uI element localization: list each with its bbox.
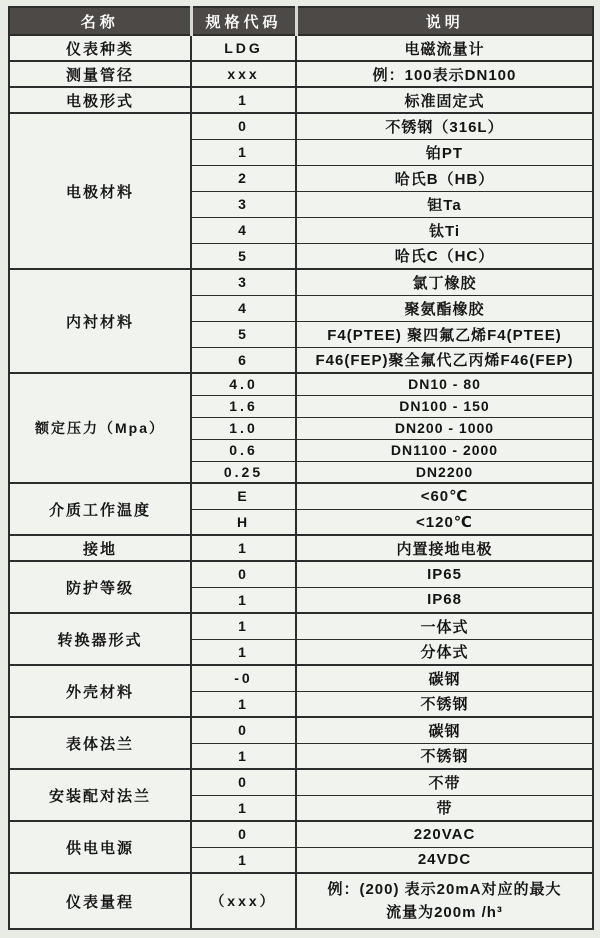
description-cell: F4(PTEE) 聚四氟乙烯F4(PTEE) xyxy=(296,321,593,347)
description-cell: 碳钢 xyxy=(296,717,593,743)
group-name-cell: 仪表种类 xyxy=(9,35,191,61)
group-name-cell: 表体法兰 xyxy=(9,717,191,769)
description-cell: 不锈钢 xyxy=(296,691,593,717)
description-cell: 电磁流量计 xyxy=(296,35,593,61)
spec-code-cell: （xxx） xyxy=(191,873,296,929)
group-name-cell: 转换器形式 xyxy=(9,613,191,665)
description-cell: 铂PT xyxy=(296,139,593,165)
description-cell: DN2200 xyxy=(296,461,593,483)
spec-code-cell: 1 xyxy=(191,587,296,613)
description-cell: 不锈钢 xyxy=(296,743,593,769)
table-row xyxy=(9,87,593,113)
spec-code-cell: 1 xyxy=(191,743,296,769)
description-cell: DN200 - 1000 xyxy=(296,417,593,439)
description-cell: F46(FEP)聚全氟代乙丙烯F46(FEP) xyxy=(296,347,593,373)
description-cell: 钛Ti xyxy=(296,217,593,243)
table-row xyxy=(9,769,593,795)
spec-code-cell: E xyxy=(191,483,296,509)
spec-code-cell: 4 xyxy=(191,217,296,243)
group-name-cell: 防护等级 xyxy=(9,561,191,613)
table-row xyxy=(9,269,593,295)
group-name-cell: 内衬材料 xyxy=(9,269,191,373)
spec-code-cell: 0.25 xyxy=(191,461,296,483)
group-name-cell: 电极材料 xyxy=(9,113,191,269)
header-description: 说明 xyxy=(296,7,593,35)
description-cell: IP68 xyxy=(296,587,593,613)
spec-code-cell: 3 xyxy=(191,191,296,217)
spec-code-cell: 1 xyxy=(191,847,296,873)
table-row xyxy=(9,561,593,587)
spec-code-cell: 0 xyxy=(191,717,296,743)
spec-code-cell: 1 xyxy=(191,691,296,717)
description-cell: 聚氨酯橡胶 xyxy=(296,295,593,321)
table-row xyxy=(9,873,593,929)
description-cell: 内置接地电极 xyxy=(296,535,593,561)
spec-code-cell: 2 xyxy=(191,165,296,191)
table-row xyxy=(9,61,593,87)
group-name-cell: 测量管径 xyxy=(9,61,191,87)
description-cell: 24VDC xyxy=(296,847,593,873)
table-row xyxy=(9,373,593,395)
description-cell: 哈氏B（HB） xyxy=(296,165,593,191)
description-cell: 钽Ta xyxy=(296,191,593,217)
header-name: 名称 xyxy=(9,7,191,35)
group-name-cell: 接地 xyxy=(9,535,191,561)
description-cell: DN100 - 150 xyxy=(296,395,593,417)
description-cell: 标准固定式 xyxy=(296,87,593,113)
spec-code-cell: xxx xyxy=(191,61,296,87)
spec-code-cell: 1.6 xyxy=(191,395,296,417)
spec-code-cell: 1 xyxy=(191,535,296,561)
description-cell: 不带 xyxy=(296,769,593,795)
description-line-1: 例：(200) 表示20mA对应的最大 xyxy=(327,880,562,898)
spec-code-cell: 5 xyxy=(191,243,296,269)
spec-code-cell: 0 xyxy=(191,769,296,795)
description-cell: DN1100 - 2000 xyxy=(296,439,593,461)
table-row xyxy=(9,35,593,61)
table-row xyxy=(9,717,593,743)
spec-code-cell: 4 xyxy=(191,295,296,321)
description-cell: DN10 - 80 xyxy=(296,373,593,395)
spec-code-cell: LDG xyxy=(191,35,296,61)
group-name-cell: 安装配对法兰 xyxy=(9,769,191,821)
table-row xyxy=(9,535,593,561)
description-cell: 一体式 xyxy=(296,613,593,639)
description-cell: <60℃ xyxy=(296,483,593,509)
description-cell: 例：100表示DN100 xyxy=(296,61,593,87)
spec-code-cell: 1.0 xyxy=(191,417,296,439)
spec-code-cell: 6 xyxy=(191,347,296,373)
group-name-cell: 电极形式 xyxy=(9,87,191,113)
description-cell: 不锈钢（316L） xyxy=(296,113,593,139)
description-cell: <120℃ xyxy=(296,509,593,535)
spec-code-cell: 0 xyxy=(191,113,296,139)
spec-code-cell: 5 xyxy=(191,321,296,347)
spec-code-cell: 1 xyxy=(191,87,296,113)
table-row xyxy=(9,821,593,847)
spec-code-cell: 1 xyxy=(191,139,296,165)
spec-code-cell: 0 xyxy=(191,821,296,847)
spec-code-cell: 3 xyxy=(191,269,296,295)
header-spec-code: 规格代码 xyxy=(191,7,296,35)
description-line-2: 流量为200m /h³ xyxy=(386,904,503,921)
table-body xyxy=(9,35,593,929)
spec-code-cell: H xyxy=(191,509,296,535)
group-name-cell: 供电电源 xyxy=(9,821,191,873)
spec-code-cell: 1 xyxy=(191,795,296,821)
group-name-cell: 额定压力（Mpa） xyxy=(9,373,191,483)
table-row xyxy=(9,113,593,139)
description-cell: IP65 xyxy=(296,561,593,587)
spec-code-cell: 0 xyxy=(191,561,296,587)
spec-code-cell: 0.6 xyxy=(191,439,296,461)
description-cell: 氯丁橡胶 xyxy=(296,269,593,295)
description-cell: 220VAC xyxy=(296,821,593,847)
spec-code-cell: 4.0 xyxy=(191,373,296,395)
table-row xyxy=(9,613,593,639)
description-cell: 带 xyxy=(296,795,593,821)
table-row xyxy=(9,665,593,691)
flowmeter-spec-table xyxy=(8,6,594,930)
description-cell: 哈氏C（HC） xyxy=(296,243,593,269)
description-cell: 分体式 xyxy=(296,639,593,665)
group-name-cell: 外壳材料 xyxy=(9,665,191,717)
description-cell xyxy=(296,873,593,929)
group-name-cell: 介质工作温度 xyxy=(9,483,191,535)
spec-code-cell: -0 xyxy=(191,665,296,691)
group-name-cell: 仪表量程 xyxy=(9,873,191,929)
spec-code-cell: 1 xyxy=(191,639,296,665)
table-header-row xyxy=(9,7,593,35)
description-cell: 碳钢 xyxy=(296,665,593,691)
table-row xyxy=(9,483,593,509)
spec-code-cell: 1 xyxy=(191,613,296,639)
